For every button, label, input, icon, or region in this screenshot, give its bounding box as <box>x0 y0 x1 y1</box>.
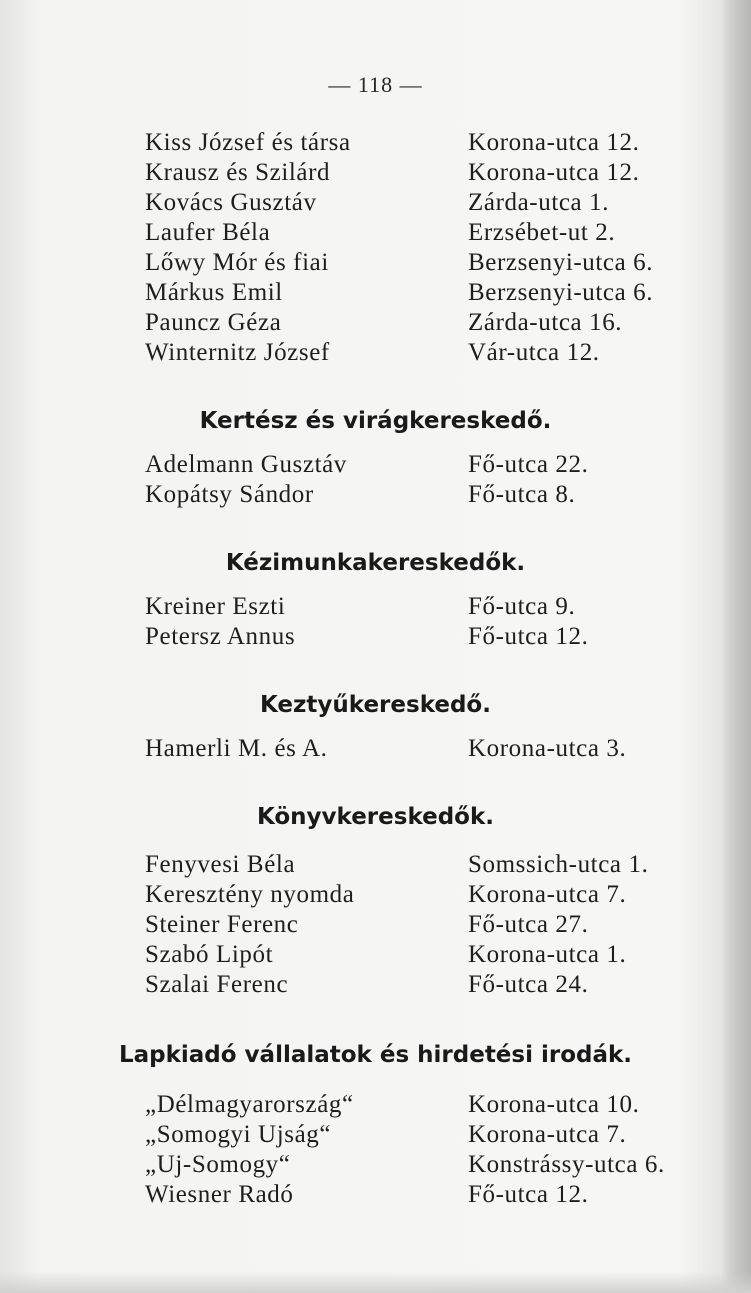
entry-name: Petersz Annus <box>145 623 296 650</box>
entry-name: Adelmann Gusztáv <box>145 451 347 478</box>
list-item <box>0 158 751 188</box>
entry-address: Konstrássy-utca 6. <box>468 1151 665 1178</box>
section-heading: Kézimunkakereskedők. <box>225 550 526 576</box>
list-item <box>0 278 751 308</box>
entry-address: Korona-utca 7. <box>468 881 627 908</box>
entry-name: Keresztény nyomda <box>145 881 355 908</box>
list-item <box>0 910 751 940</box>
entry-name: Márkus Emil <box>145 279 283 306</box>
list-item <box>0 592 751 622</box>
entry-name: Lőwy Mór és fiai <box>145 249 329 276</box>
entry-name: Kreiner Eszti <box>145 593 286 620</box>
list-item <box>0 450 751 480</box>
entry-address: Fő-utca 8. <box>468 481 576 508</box>
entry-address: Fő-utca 24. <box>468 971 589 998</box>
entry-address: Fő-utca 9. <box>468 593 576 620</box>
entry-address: Erzsébet-ut 2. <box>468 219 616 246</box>
entry-name: Pauncz Géza <box>145 309 282 336</box>
entry-address: Korona-utca 7. <box>468 1121 627 1148</box>
entry-name: Fenyvesi Béla <box>145 851 296 878</box>
section-heading: Keztyűkereskedő. <box>260 692 491 718</box>
entry-name: Hamerli M. és A. <box>145 735 328 762</box>
page-number: — 118 — <box>328 72 423 97</box>
list-item <box>0 880 751 910</box>
section-heading: Könyvkereskedők. <box>256 804 495 830</box>
list-item <box>0 850 751 880</box>
entry-name: „Délmagyarország“ <box>145 1091 354 1118</box>
entry-address: Fő-utca 27. <box>468 911 589 938</box>
entry-name: Wiesner Radó <box>145 1181 294 1208</box>
list-item <box>0 734 751 764</box>
list-item <box>0 188 751 218</box>
entry-address: Berzsenyi-utca 6. <box>468 249 654 276</box>
entry-address: Korona-utca 12. <box>468 129 640 156</box>
entry-address: Fő-utca 12. <box>468 623 589 650</box>
list-item <box>0 970 751 1000</box>
entry-address: Zárda-utca 16. <box>468 309 623 336</box>
entry-address: Fő-utca 22. <box>468 451 589 478</box>
list-item <box>0 622 751 652</box>
entry-address: Zárda-utca 1. <box>468 189 610 216</box>
list-item <box>0 128 751 158</box>
list-item <box>0 1090 751 1120</box>
list-item <box>0 1120 751 1150</box>
entry-name: Kiss József és társa <box>145 129 351 156</box>
entry-address: Korona-utca 1. <box>468 941 627 968</box>
entry-name: Krausz és Szilárd <box>145 159 331 186</box>
entry-name: Kopátsy Sándor <box>145 481 314 508</box>
entry-name: Kovács Gusztáv <box>145 189 317 216</box>
entry-address: Korona-utca 3. <box>468 735 627 762</box>
page-bottom-shadow <box>0 1271 751 1293</box>
entry-name: Winternitz József <box>145 339 330 366</box>
entry-address: Berzsenyi-utca 6. <box>468 279 654 306</box>
section-heading: Kertész és virágkereskedő. <box>199 408 552 434</box>
list-item <box>0 308 751 338</box>
list-item <box>0 480 751 510</box>
entry-name: Szabó Lipót <box>145 941 274 968</box>
entry-name: Laufer Béla <box>145 219 271 246</box>
entry-address: Korona-utca 10. <box>468 1091 640 1118</box>
section-heading: Lapkiadó vállalatok és hirdetési irodák. <box>118 1042 633 1068</box>
entry-name: Szalai Ferenc <box>145 971 289 998</box>
entry-address: Somssich-utca 1. <box>468 851 649 878</box>
list-item <box>0 218 751 248</box>
entry-address: Vár-utca 12. <box>468 339 600 366</box>
list-item <box>0 1180 751 1210</box>
list-item <box>0 338 751 368</box>
entry-address: Korona-utca 12. <box>468 159 640 186</box>
entry-address: Fő-utca 12. <box>468 1181 589 1208</box>
list-item <box>0 1150 751 1180</box>
entry-name: „Uj-Somogy“ <box>145 1151 291 1178</box>
entry-name: „Somogyi Ujság“ <box>145 1121 332 1148</box>
entry-name: Steiner Ferenc <box>145 911 299 938</box>
list-item <box>0 248 751 278</box>
list-item <box>0 940 751 970</box>
